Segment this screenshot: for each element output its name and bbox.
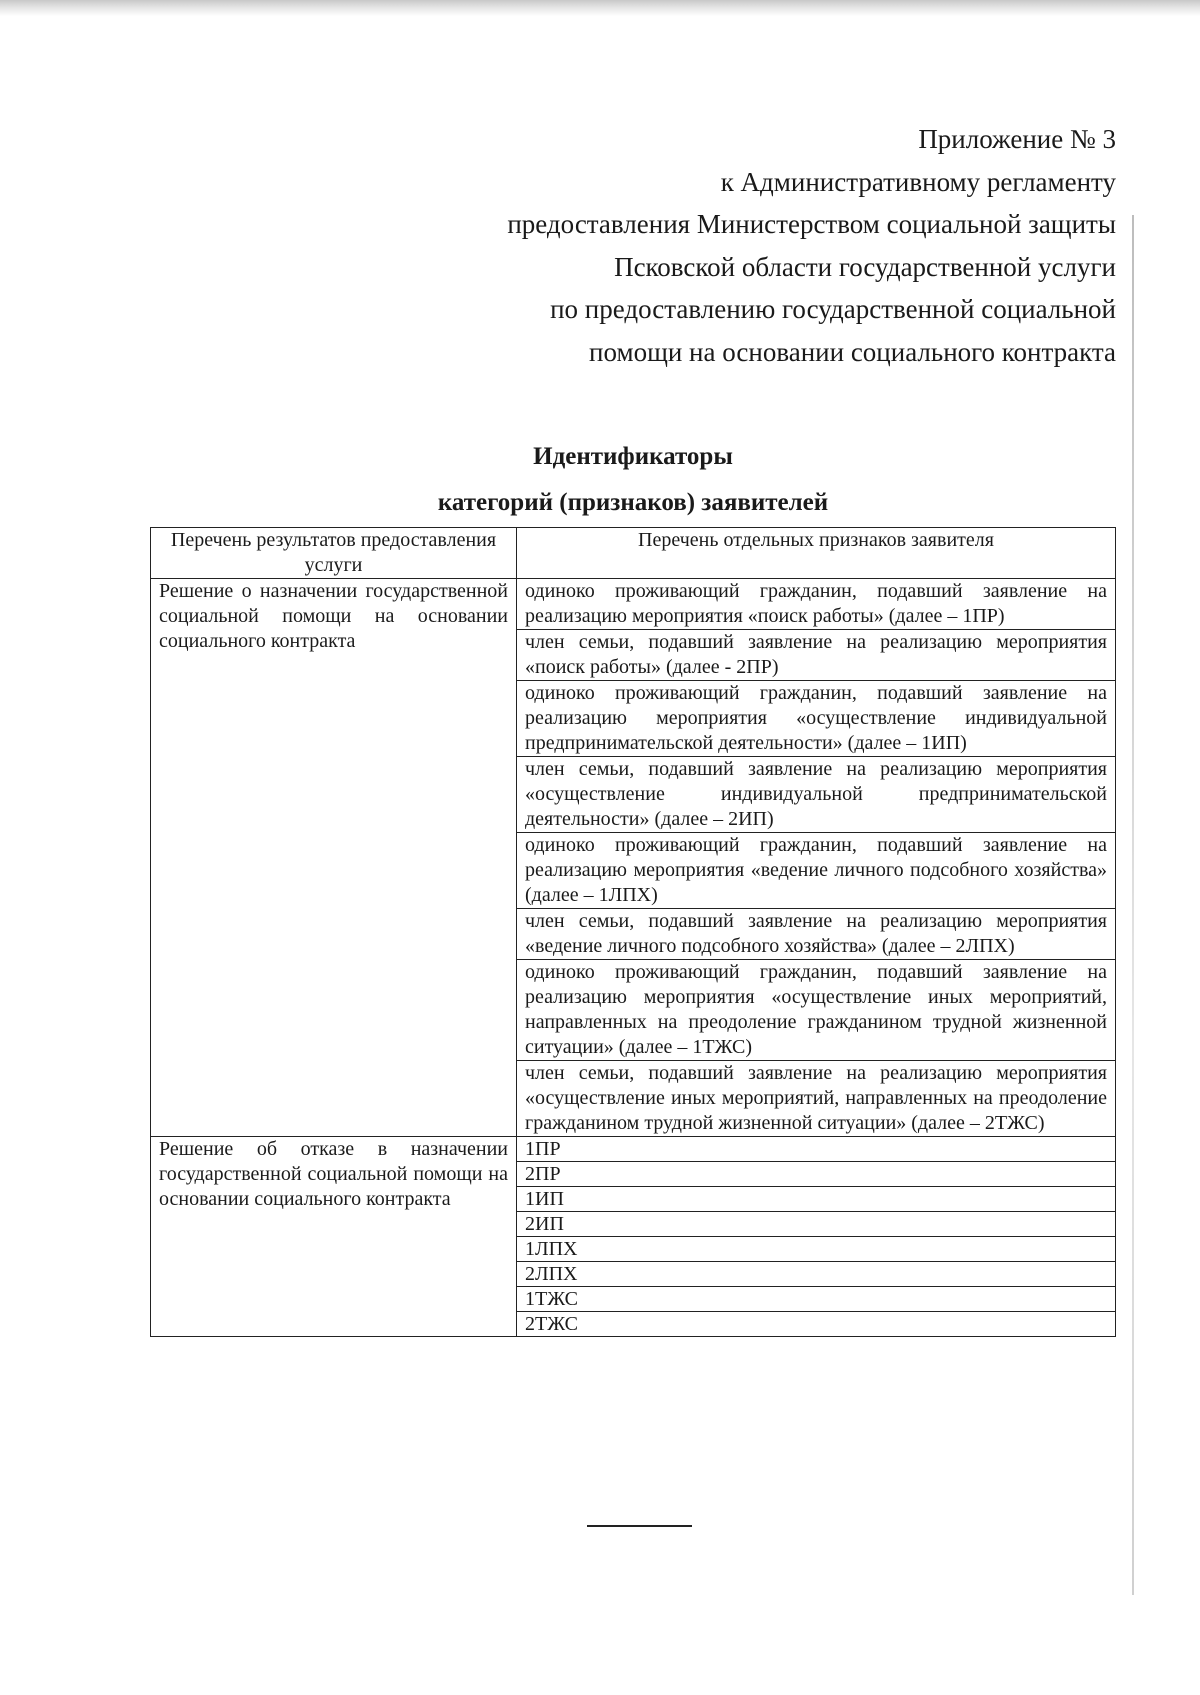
appendix-line: Псковской области государственной услуги xyxy=(614,251,1116,282)
result-cell-grant: Решение о назначении государственной социальной помощи на основании социального контракта xyxy=(151,579,517,1137)
appendix-line: предоставления Министерством социальной защиты xyxy=(507,209,1116,239)
appendix-line: по предоставлению государственной социальной xyxy=(550,294,1116,324)
document-subtitle: категорий (признаков) заявителей xyxy=(437,489,829,516)
feature-code-cell: 1ПР xyxy=(517,1137,1116,1162)
table-row xyxy=(151,579,1116,630)
appendix-line: помощи на основании социального контракта xyxy=(589,336,1116,367)
appendix-header xyxy=(316,118,1116,373)
appendix-line: Приложение № 3 xyxy=(918,124,1116,154)
feature-code-cell: 1ИП xyxy=(517,1187,1116,1212)
feature-code-cell: 2ТЖС xyxy=(517,1312,1116,1337)
column-header-features: Перечень отдельных признаков заявителя xyxy=(517,528,1116,579)
feature-code-cell: 2ИП xyxy=(517,1212,1116,1237)
feature-code-cell: 2ЛПХ xyxy=(517,1262,1116,1287)
feature-cell: член семьи, подавший заявление на реализацию мероприятия «осуществление иных мероприятий, направленных на преодоление гражданином трудной жизненной ситуации» (далее – 2ТЖС) xyxy=(517,1061,1116,1137)
document-title: Идентификаторы xyxy=(533,443,733,470)
feature-code-cell: 1ТЖС xyxy=(517,1287,1116,1312)
feature-cell: одиноко проживающий гражданин, подавший заявление на реализацию мероприятия «осуществление индивидуальной предпринимательской деятельности» (далее – 1ИП) xyxy=(517,681,1116,757)
feature-code-cell: 2ПР xyxy=(517,1162,1116,1187)
scan-edge-right xyxy=(1132,215,1134,1595)
feature-cell: одиноко проживающий гражданин, подавший заявление на реализацию мероприятия «осуществление иных мероприятий, направленных на преодоление гражданином трудной жизненной ситуации» (далее – 1ТЖС) xyxy=(517,960,1116,1061)
column-header-results: Перечень результатов предоставления услуги xyxy=(151,528,517,579)
end-divider xyxy=(587,1525,692,1527)
feature-cell: член семьи, подавший заявление на реализацию мероприятия «осуществление индивидуальной предпринимательской деятельности» (далее – 2ИП) xyxy=(517,757,1116,833)
identifiers-table xyxy=(150,527,1116,1337)
feature-cell: член семьи, подавший заявление на реализацию мероприятия «ведение личного подсобного хозяйства» (далее – 2ЛПХ) xyxy=(517,909,1116,960)
scan-edge-top xyxy=(0,0,1200,16)
appendix-line: к Административному регламенту xyxy=(720,166,1116,197)
table-header-row xyxy=(151,528,1116,579)
feature-code-cell: 1ЛПХ xyxy=(517,1237,1116,1262)
table-row xyxy=(151,1137,1116,1162)
feature-cell: одиноко проживающий гражданин, подавший заявление на реализацию мероприятия «поиск работы» (далее – 1ПР) xyxy=(517,579,1116,630)
result-cell-refusal: Решение об отказе в назначении государственной социальной помощи на основании социального контракта xyxy=(151,1137,517,1337)
feature-cell: одиноко проживающий гражданин, подавший заявление на реализацию мероприятия «ведение личного подсобного хозяйства» (далее – 1ЛПХ) xyxy=(517,833,1116,909)
feature-cell: член семьи, подавший заявление на реализацию мероприятия «поиск работы» (далее - 2ПР) xyxy=(517,630,1116,681)
